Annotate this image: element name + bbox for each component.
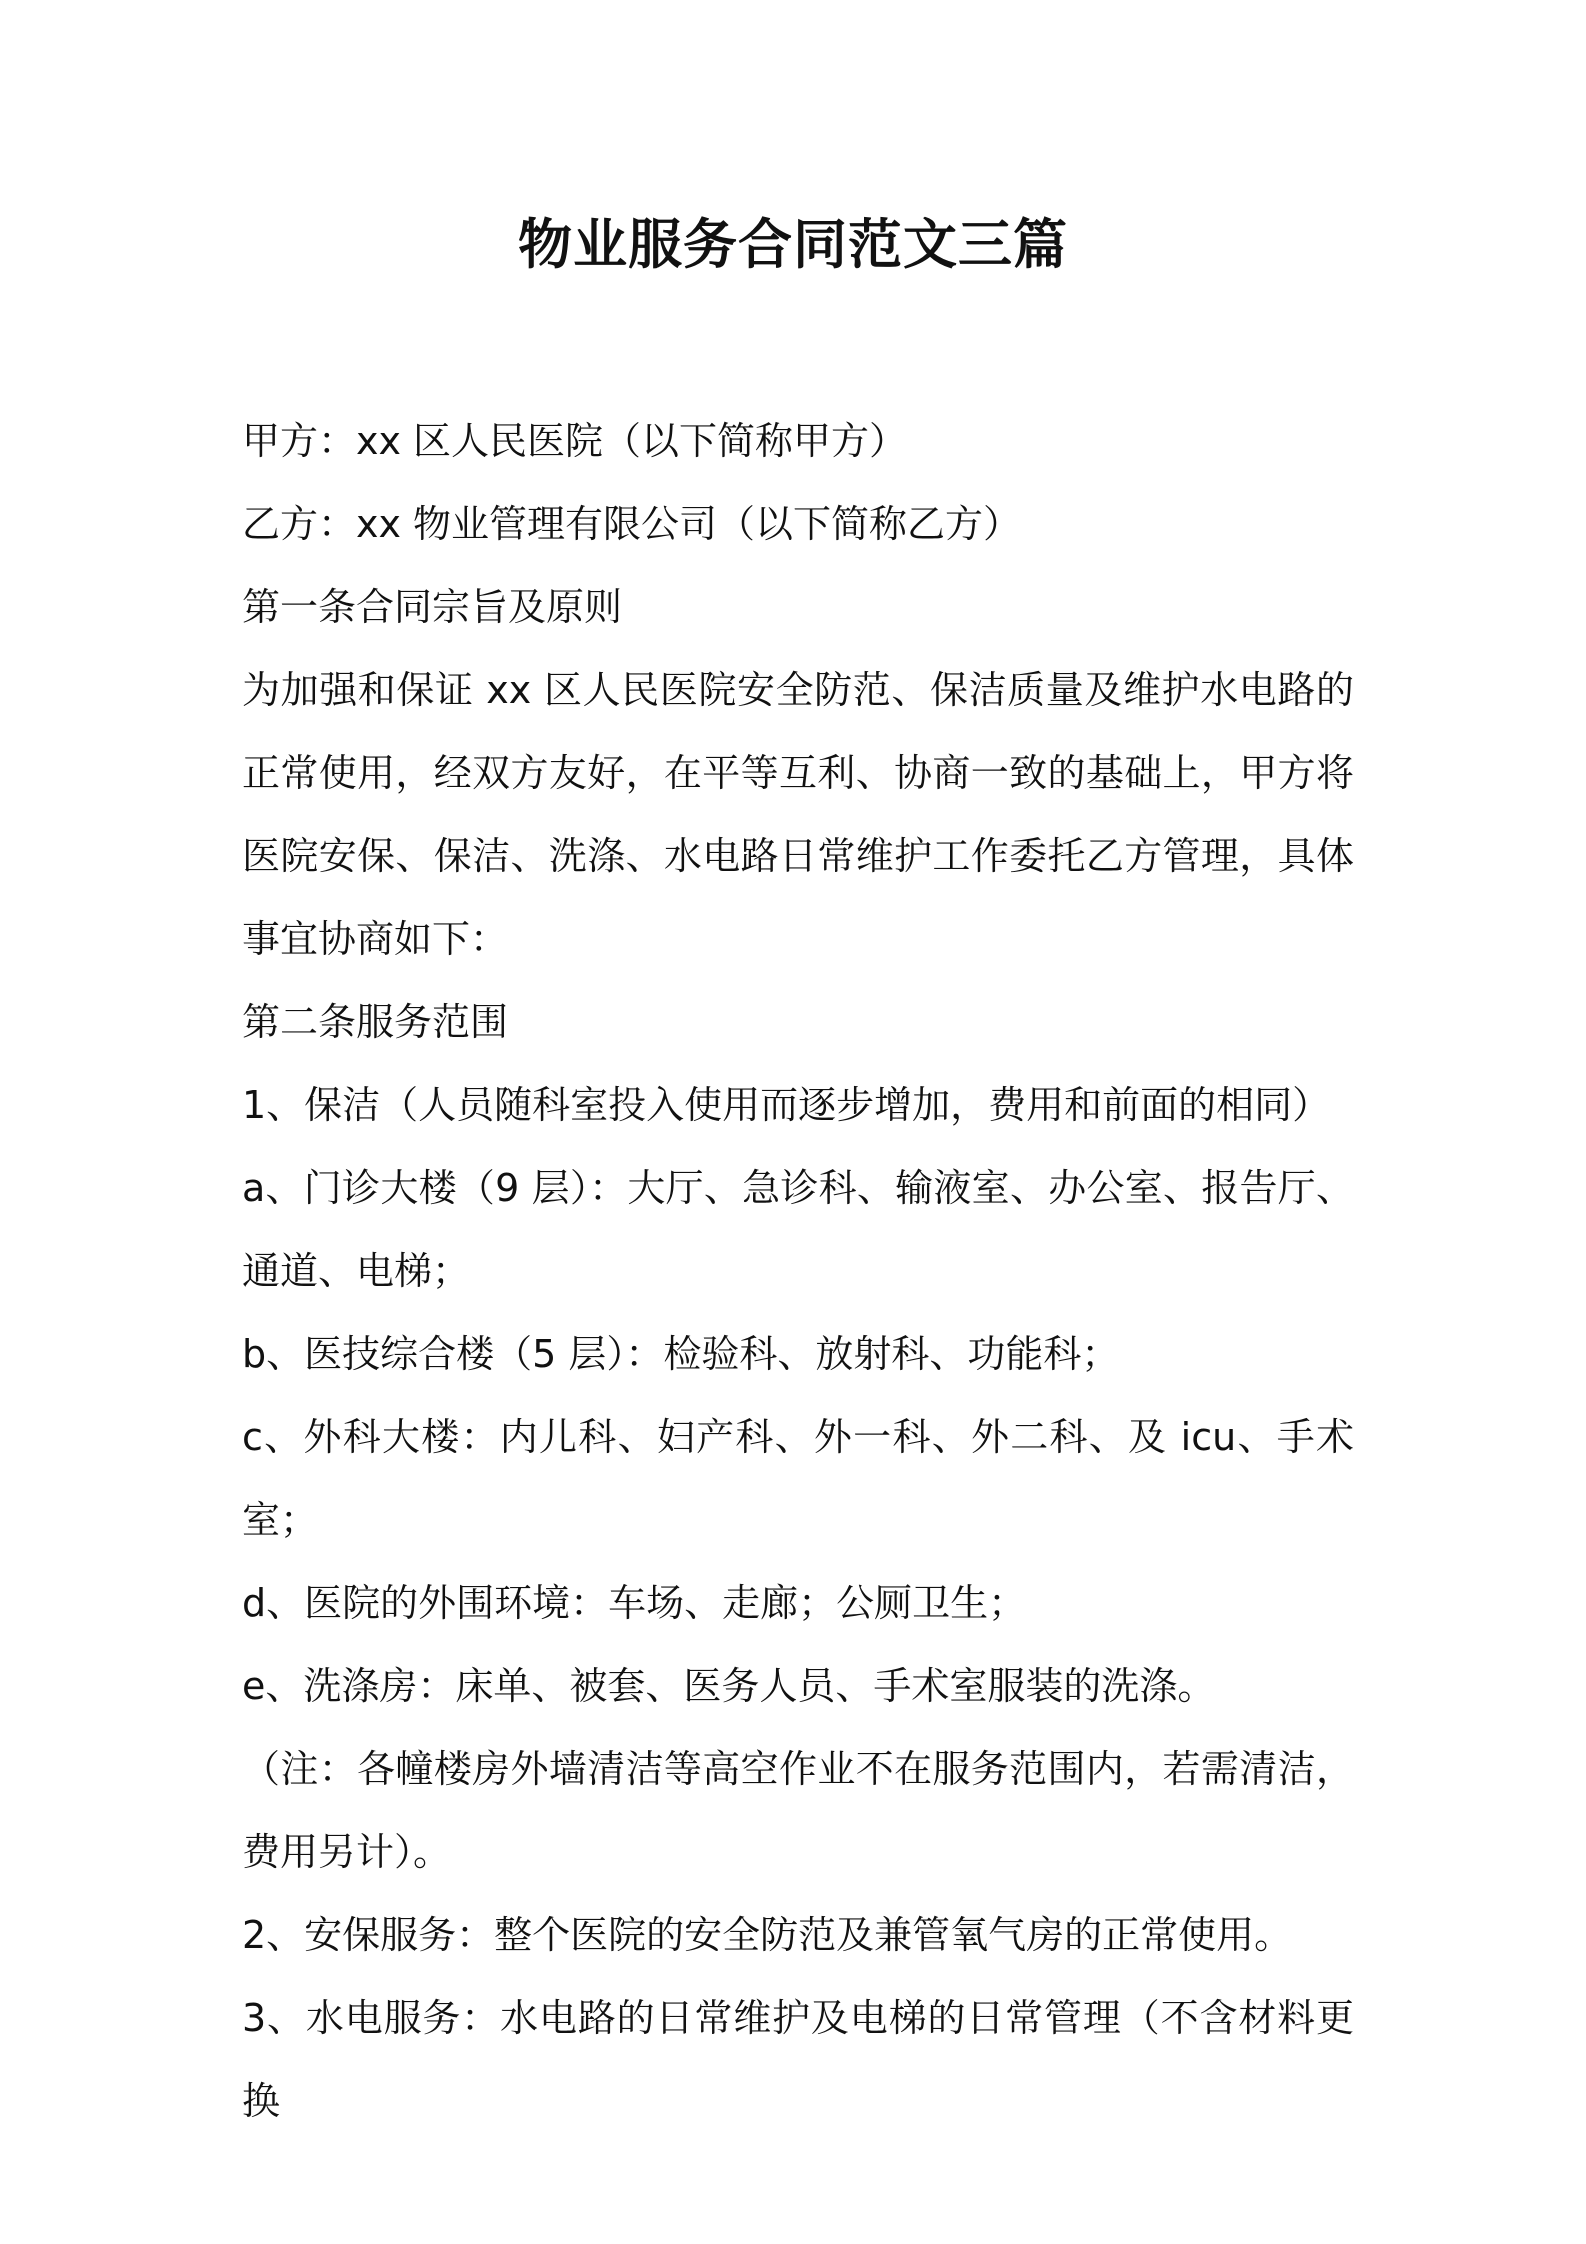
service-subitem-c: c、外科大楼：内儿科、妇产科、外一科、外二科、及 icu、手术室； [242,1415,1354,1542]
article-2-heading: 第二条服务范围 [242,1000,509,1044]
service-item-security: 2、安保服务：整个医院的安全防范及兼管氧气房的正常使用。 [242,1913,1293,1957]
service-subitem-a: a、门诊大楼（9 层）：大厅、急诊科、输液室、办公室、报告厅、通道、电梯； [242,1166,1354,1293]
document-body [242,400,1354,2143]
service-item-cleaning: 1、保洁（人员随科室投入使用而逐步增加，费用和前面的相同） [242,1083,1331,1127]
party-a-line: 甲方：xx 区人民医院（以下简称甲方） [242,419,908,463]
service-subitem-d: d、医院的外围环境：车场、走廊；公厕卫生； [242,1581,1027,1625]
party-b-line: 乙方：xx 物业管理有限公司（以下简称乙方） [242,502,1022,546]
service-item-utilities: 3、水电服务：水电路的日常维护及电梯的日常管理（不含材料更换 [242,1996,1354,2123]
service-note: （注：各幢楼房外墙清洁等高空作业不在服务范围内，若需清洁，费用另计）。 [242,1747,1354,1874]
service-subitem-e: e、洗涤房：床单、被套、医务人员、手术室服装的洗涤。 [242,1664,1216,1708]
article-1-body: 为加强和保证 xx 区人民医院安全防范、保洁质量及维护水电路的正常使用，经双方友好，在平等互利、协商一致的基础上，甲方将医院安保、保洁、洗涤、水电路日常维护工作委托乙方管理，具体事宜协商如下： [242,668,1354,961]
article-1-heading: 第一条合同宗旨及原则 [242,585,623,629]
service-subitem-b: b、医技综合楼（5 层）：检验科、放射科、功能科； [242,1332,1120,1376]
document-title: 物业服务合同范文三篇 [518,213,1068,276]
